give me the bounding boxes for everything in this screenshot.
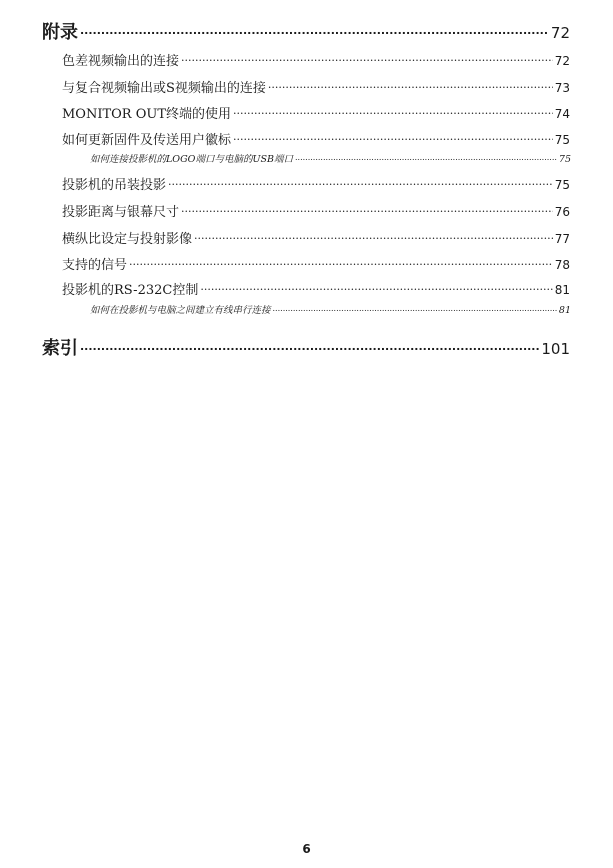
toc-heading-index[interactable] bbox=[42, 334, 570, 360]
dot-leader bbox=[268, 81, 553, 92]
dot-leader bbox=[181, 54, 553, 65]
toc-entry-composite-svideo[interactable] bbox=[62, 77, 570, 96]
dot-leader bbox=[181, 205, 553, 216]
dot-leader bbox=[194, 232, 553, 243]
dot-leader bbox=[233, 133, 553, 144]
toc-entry-component-video[interactable] bbox=[62, 50, 570, 69]
dot-leader bbox=[233, 107, 553, 118]
toc-entry-title: 如何连接投影机的LOGO端口与电脑的USB端口 bbox=[90, 154, 293, 165]
toc-page-number: 101 bbox=[541, 340, 570, 358]
page-number: 6 bbox=[302, 842, 311, 856]
toc-entry-monitor-out[interactable] bbox=[62, 103, 570, 122]
toc-entry-supported-signals[interactable] bbox=[62, 254, 570, 273]
dot-leader bbox=[80, 343, 539, 354]
toc-page-number: 75 bbox=[554, 133, 570, 147]
toc-page-number: 73 bbox=[554, 81, 570, 95]
toc-entry-title: 如何更新固件及传送用户徽标 bbox=[62, 133, 232, 148]
toc-page-number: 81 bbox=[558, 305, 571, 316]
toc-page-number: 76 bbox=[554, 205, 570, 219]
toc-entry-title: MONITOR OUT终端的使用 bbox=[62, 107, 232, 122]
toc-page-number: 75 bbox=[558, 154, 571, 165]
dot-leader bbox=[129, 258, 553, 269]
toc-subentry-serial-connection[interactable] bbox=[90, 302, 571, 316]
toc-entry-title: 投影机的RS-232C控制 bbox=[62, 283, 199, 298]
toc-heading-title: 索引 bbox=[42, 338, 78, 359]
toc-heading-title: 附录 bbox=[42, 22, 78, 43]
toc-entry-title: 横纵比设定与投射影像 bbox=[62, 232, 193, 247]
toc-entry-title: 投影距离与银幕尺寸 bbox=[62, 205, 180, 220]
toc-page-number: 72 bbox=[550, 24, 570, 42]
toc-entry-title: 如何在投影机与电脑之间建立有线串行连接 bbox=[90, 305, 271, 316]
toc-entry-firmware-logo[interactable] bbox=[62, 129, 570, 148]
toc-subentry-logo-usb[interactable] bbox=[90, 151, 571, 165]
toc-entry-rs232c-control[interactable] bbox=[62, 279, 570, 298]
toc-page-number: 81 bbox=[554, 283, 570, 297]
toc-page-number: 78 bbox=[554, 258, 570, 272]
dot-leader bbox=[295, 154, 557, 162]
dot-leader bbox=[168, 178, 553, 189]
toc-entry-title: 支持的信号 bbox=[62, 258, 128, 273]
dot-leader bbox=[200, 283, 552, 294]
dot-leader bbox=[80, 27, 549, 38]
toc-entry-title: 与复合视频输出或S视频输出的连接 bbox=[62, 81, 266, 96]
toc-entry-title: 投影机的吊装投影 bbox=[62, 178, 167, 193]
toc-page-number: 77 bbox=[554, 232, 570, 246]
toc-entry-aspect-ratio[interactable] bbox=[62, 228, 570, 247]
toc-page-number: 74 bbox=[554, 107, 570, 121]
toc-entry-projection-distance[interactable] bbox=[62, 201, 570, 220]
toc-entry-title: 色差视频输出的连接 bbox=[62, 54, 180, 69]
toc-entry-ceiling-mount[interactable] bbox=[62, 174, 570, 193]
toc-page-number: 75 bbox=[554, 178, 570, 192]
toc-page-number: 72 bbox=[554, 54, 570, 68]
toc-heading-appendix[interactable] bbox=[42, 18, 570, 44]
dot-leader bbox=[273, 305, 557, 313]
